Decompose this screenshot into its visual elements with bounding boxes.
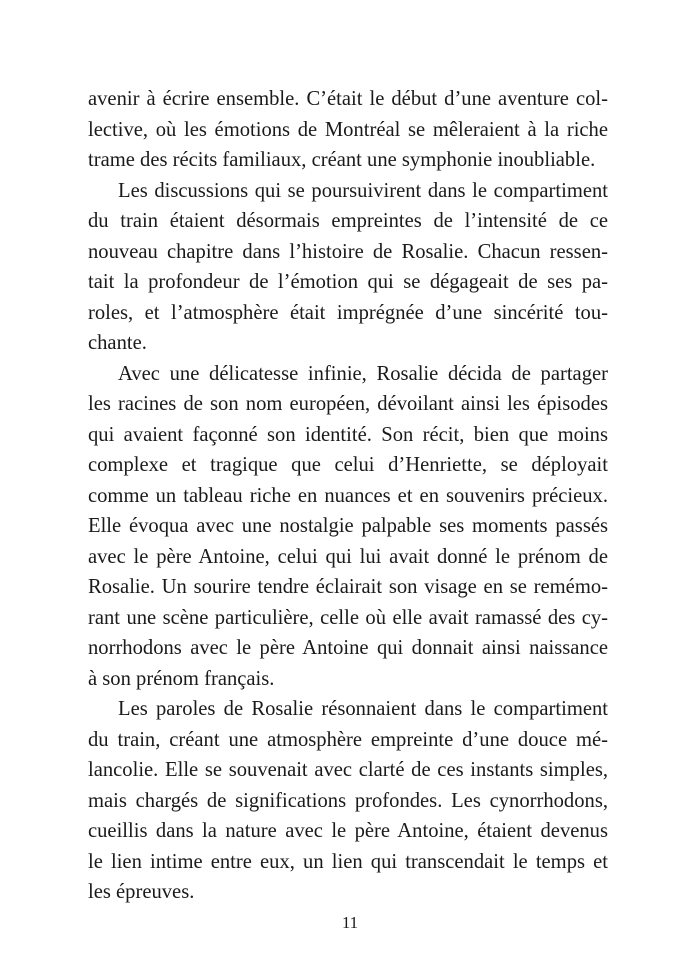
text-line: avenir à écrire ensemble. C’était le début d’une aventure col-	[88, 88, 608, 110]
text-line: le lien intime entre eux, un lien qui transcendait le temps et	[88, 850, 608, 873]
body-text	[88, 84, 608, 908]
text-line: roles, et l’atmosphère était imprégnée d’une sincérité tou-	[88, 301, 608, 324]
text-line: rant une scène particulière, celle où elle avait ramassé des cy-	[88, 606, 608, 629]
text-line: les racines de son nom européen, dévoilant ainsi les épisodes	[88, 393, 608, 415]
text-line: avec le père Antoine, celui qui lui avait donné le prénom de	[88, 545, 608, 568]
text-line: qui avaient façonné son identité. Son récit, bien que moins	[88, 423, 608, 446]
text-line: Les paroles de Rosalie résonnaient dans le compartiment	[118, 698, 608, 720]
text-line: cueillis dans la nature avec le père Antoine, étaient devenus	[88, 820, 608, 842]
text-line: mais chargés de significations profondes. Les cynorrhodons,	[88, 789, 608, 812]
text-line: nouveau chapitre dans l’histoire de Rosalie. Chacun ressen-	[88, 240, 608, 263]
text-line: lancolie. Elle se souvenait avec clarté de ces instants simples,	[88, 759, 608, 781]
text-line: Avec une délicatesse infinie, Rosalie décida de partager	[118, 362, 608, 385]
paragraph	[88, 359, 608, 695]
text-line: Les discussions qui se poursuivirent dans le compartiment	[118, 179, 608, 202]
text-line: trame des récits familiaux, créant une symphonie inoubliable.	[88, 149, 596, 171]
text-line: comme un tableau riche en nuances et en souvenirs précieux.	[88, 484, 608, 507]
text-line: Elle évoqua avec une nostalgie palpable ses moments passés	[88, 515, 608, 537]
text-line: les épreuves.	[88, 881, 195, 903]
text-line: Rosalie. Un sourire tendre éclairait son visage en se remémo-	[88, 576, 608, 598]
text-line: chante.	[88, 332, 147, 354]
text-line: tait la profondeur de l’émotion qui se dégageait de ses pa-	[88, 271, 608, 293]
paragraph	[88, 84, 608, 176]
text-line: lective, où les émotions de Montréal se mêleraient à la riche	[88, 118, 608, 141]
paragraph	[88, 694, 608, 908]
text-line: du train étaient désormais empreintes de l’intensité de ce	[88, 210, 608, 232]
page-number: 11	[341, 913, 359, 932]
text-line: à son prénom français.	[88, 667, 275, 690]
text-line: du train, créant une atmosphère empreinte d’une douce mé-	[88, 728, 608, 751]
paragraph	[88, 176, 608, 359]
text-line: complexe et tragique que celui d’Henriette, se déployait	[88, 454, 608, 476]
text-line: norrhodons avec le père Antoine qui donnait ainsi naissance	[88, 637, 608, 659]
